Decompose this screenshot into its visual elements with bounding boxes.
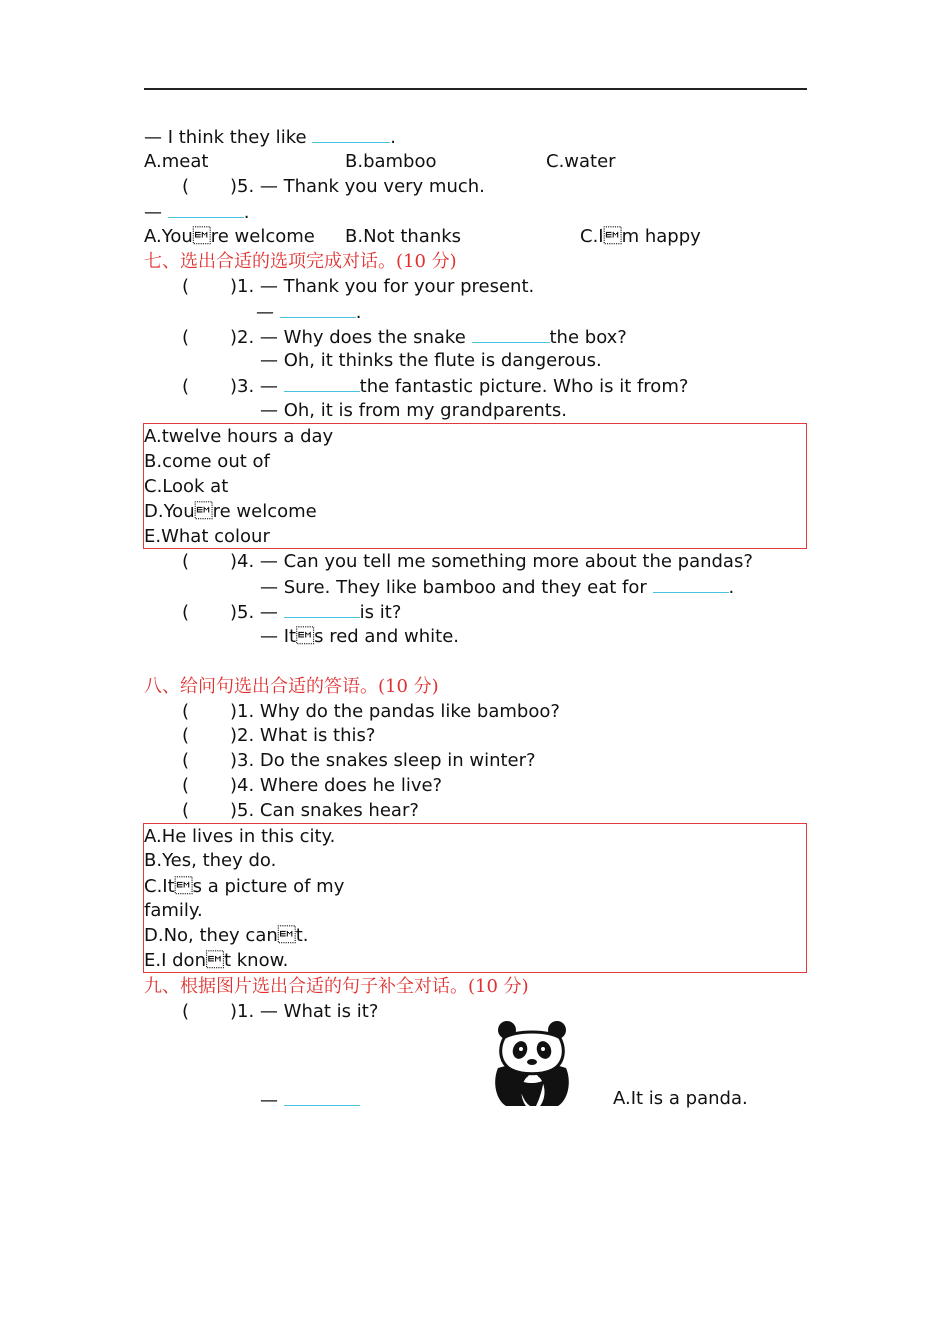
s7-q5-reply: — Its red and white. xyxy=(260,626,459,647)
q5-option-a: A.Youre welcome xyxy=(144,226,315,247)
section9-title: 九、根据图片选出合适的句子补全对话。(10 分) xyxy=(144,976,529,997)
s7-option: C.Look at xyxy=(144,476,229,497)
q5-question: ( )5. — Thank you very much. xyxy=(182,176,485,197)
s8-option: D.No, they cant. xyxy=(144,925,309,946)
s7-q3-reply: — Oh, it is from my grandparents. xyxy=(260,400,567,421)
s8-question: ( )5. Can snakes hear? xyxy=(182,800,419,821)
s7-q1-reply: — . xyxy=(256,302,362,323)
q5-option-c: C.Im happy xyxy=(580,226,701,247)
answer-blank[interactable] xyxy=(284,375,360,392)
q4-answer-line: — I think they like . xyxy=(144,127,397,148)
s7-q5: ( )5. — is it? xyxy=(182,602,402,623)
s9-q1-reply: — xyxy=(260,1089,360,1112)
answer-blank[interactable] xyxy=(284,601,360,618)
s7-q1: ( )1. — Thank you for your present. xyxy=(182,276,535,297)
s7-option: D.Youre welcome xyxy=(144,501,317,522)
header-rule xyxy=(144,88,807,90)
s9-q1: ( )1. — What is it? xyxy=(182,1001,379,1022)
answer-paren[interactable]: ( xyxy=(182,176,190,197)
answer-blank[interactable] xyxy=(653,576,729,593)
s8-option: family. xyxy=(144,900,203,921)
answer-blank[interactable] xyxy=(472,326,550,343)
s8-options-box xyxy=(143,823,807,973)
s8-option: B.Yes, they do. xyxy=(144,850,277,871)
s7-q2-reply: — Oh, it thinks the flute is dangerous. xyxy=(260,350,602,371)
q4-option-b: B.bamboo xyxy=(345,151,437,172)
s7-options-box xyxy=(143,423,807,549)
section8-title: 八、给问句选出合适的答语。(10 分) xyxy=(144,676,439,697)
answer-blank[interactable] xyxy=(280,301,356,318)
s8-option: C.Its a picture of my xyxy=(144,876,345,897)
s7-option: A.twelve hours a day xyxy=(144,426,334,447)
s7-q3: ( )3. — the fantastic picture. Who is it from? xyxy=(182,376,689,397)
q5-answer-line: — . xyxy=(144,202,250,223)
s7-option: B.come out of xyxy=(144,451,270,472)
s8-question: ( )3. Do the snakes sleep in winter? xyxy=(182,750,536,771)
s9-option-a: A.It is a panda. xyxy=(613,1088,748,1109)
q4-option-c: C.water xyxy=(546,151,616,172)
s7-option: E.What colour xyxy=(144,526,270,547)
s8-question: ( )4. Where does he live? xyxy=(182,775,443,796)
q4-option-a: A.meat xyxy=(144,151,209,172)
s8-option: E.I dont know. xyxy=(144,950,289,971)
s8-question: ( )2. What is this? xyxy=(182,725,376,746)
answer-blank[interactable] xyxy=(312,126,390,143)
panda-icon xyxy=(490,1020,574,1110)
answer-blank[interactable] xyxy=(284,1089,360,1106)
q5-option-b: B.Not thanks xyxy=(345,226,462,247)
s8-option: A.He lives in this city. xyxy=(144,826,336,847)
answer-blank[interactable] xyxy=(168,201,244,218)
s7-q4-reply: — Sure. They like bamboo and they eat for . xyxy=(260,577,735,598)
section7-title: 七、选出合适的选项完成对话。(10 分) xyxy=(144,251,457,272)
s7-q2: ( )2. — Why does the snake the box? xyxy=(182,327,627,348)
s7-q4: ( )4. — Can you tell me something more about the pandas? xyxy=(182,551,753,572)
s8-question: ( )1. Why do the pandas like bamboo? xyxy=(182,701,560,722)
